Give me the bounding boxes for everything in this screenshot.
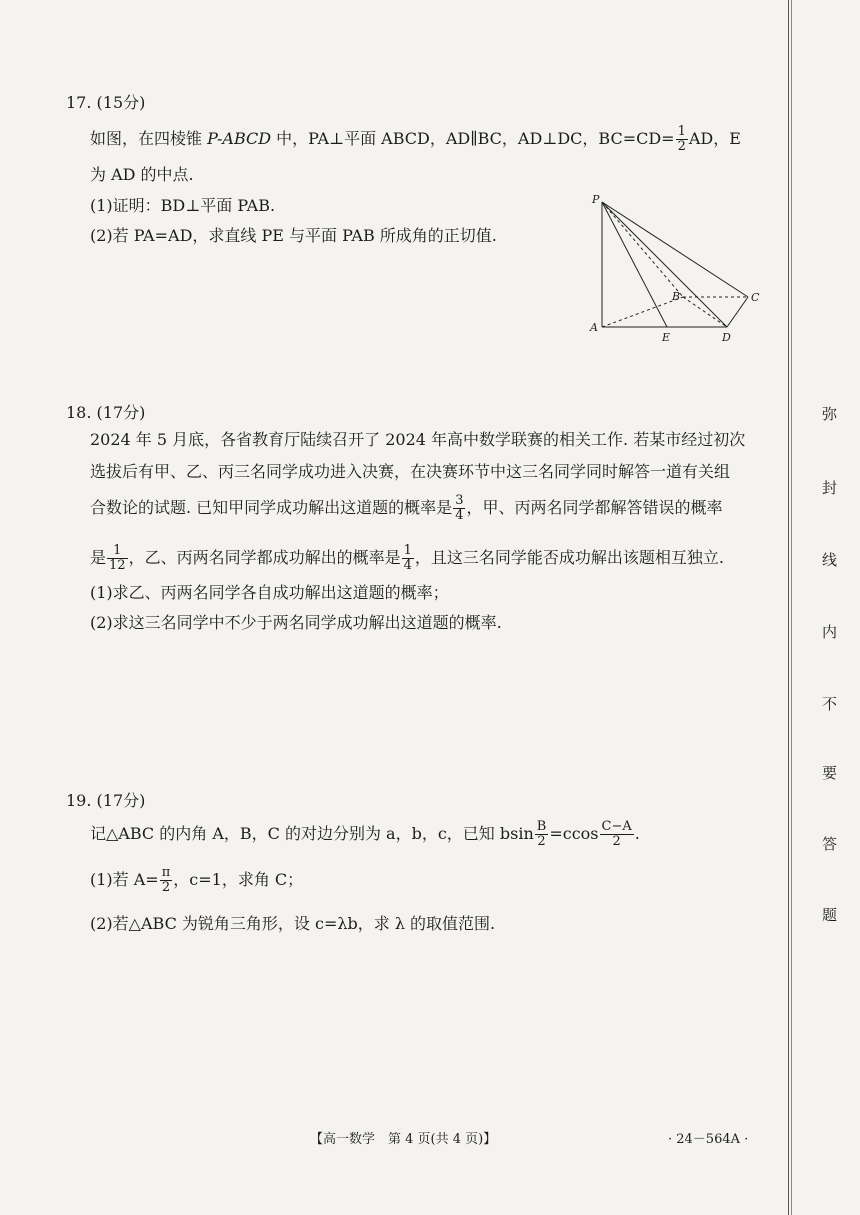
label-P: P [592, 193, 600, 206]
seal-char-2: 封 [822, 479, 838, 497]
q19-frac-2-num: C−A [601, 819, 632, 834]
seal-char-5: 不 [822, 695, 838, 713]
q18-frac-3 [402, 544, 414, 573]
edge-PD [602, 202, 727, 327]
q17-part-1: (1)证明：BD⊥平面 PAB. [90, 196, 276, 215]
q19-number: 19. (17分) [66, 791, 146, 810]
edge-AB [602, 297, 683, 327]
q18-text-3a: 合数论的试题. 已知甲同学成功解出这道题的概率是 [90, 498, 453, 517]
seal-char-7: 答 [822, 835, 838, 853]
q18-line-1: 2024 年 5 月底，各省教育厅陆续召开了 2024 年高中数学联赛的相关工作. 若某市经过初次 [90, 430, 746, 449]
q17-text-a: 如图，在四棱锥 [90, 129, 208, 148]
q18-frac-2-den: 12 [109, 558, 126, 573]
q19-frac-1 [535, 820, 549, 849]
edge-PC [602, 202, 748, 297]
label-B: B [672, 290, 681, 303]
q18-number: 18. (17分) [66, 403, 146, 422]
q19-text-p1a: (1)若 A= [90, 870, 159, 889]
edge-PB [602, 202, 683, 297]
q19-frac-1-den: 2 [537, 834, 546, 849]
q18-frac-1-num: 3 [455, 493, 464, 508]
q19-frac-1-num: B [536, 819, 547, 834]
label-E: E [662, 331, 671, 344]
q18-frac-3-num: 1 [403, 543, 412, 558]
edge-BD [683, 297, 727, 327]
q18-line-2: 选拔后有甲、乙、丙三名同学成功进入决赛，在决赛环节中这三名同学同时解答一道有关组 [90, 462, 731, 481]
seal-line-inner [791, 0, 792, 1215]
q19-part-1 [90, 866, 303, 895]
seal-char-3: 线 [822, 551, 838, 569]
label-C: C [751, 291, 760, 304]
q17-fraction [676, 125, 688, 154]
q18-text-4a: 是 [90, 548, 107, 567]
q19-line-1 [90, 820, 640, 849]
q18-frac-1-den: 4 [455, 508, 464, 523]
seal-char-1: 弥 [822, 405, 838, 423]
q18-frac-2 [107, 544, 128, 573]
seal-char-8: 题 [822, 906, 838, 924]
seal-char-4: 内 [822, 623, 838, 641]
q17-frac-num: 1 [677, 124, 686, 139]
q17-part-2: (2)若 PA=AD，求直线 PE 与平面 PAB 所成角的正切值. [90, 226, 497, 245]
q17-text-b: P-ABCD [207, 129, 272, 148]
q18-line-4 [90, 544, 724, 573]
q18-frac-3-den: 4 [403, 558, 412, 573]
q18-line-3 [90, 494, 722, 523]
q18-part-1: (1)求乙、丙两名同学各自成功解出这道题的概率； [90, 583, 449, 602]
q17-text-d: AD，E [688, 129, 741, 148]
q19-frac-2-den: 2 [612, 834, 621, 849]
seal-char-6: 要 [822, 764, 838, 782]
q18-frac-1 [453, 494, 465, 523]
q19-frac-3 [160, 866, 173, 895]
q19-text-1b: =ccos [549, 824, 599, 843]
q19-frac-3-den: 2 [161, 880, 171, 895]
footer-code: · 24－564A · [668, 1132, 749, 1147]
q18-part-2: (2)求这三名同学中不少于两名同学成功解出这道题的概率. [90, 613, 502, 632]
q19-text-1a: 记△ABC 的内角 A，B，C 的对边分别为 a，b，c，已知 bsin [90, 824, 534, 843]
label-A: A [590, 321, 598, 334]
q17-line-2: 为 AD 的中点. [90, 165, 194, 184]
q18-text-4c: ，且这三名同学能否成功解出该题相互独立. [414, 548, 724, 567]
q18-text-4b: ，乙、丙两名同学都成功解出的概率是 [128, 548, 401, 567]
q19-text-1c: . [634, 824, 640, 843]
edge-DC [727, 297, 748, 327]
q17-text-c: 中，PA⊥平面 ABCD，AD∥BC，AD⊥DC，BC=CD= [271, 129, 675, 148]
pyramid-figure [580, 190, 770, 350]
footer-page-info: 【高一数学 第 4 页(共 4 页)】 [310, 1132, 497, 1147]
q19-frac-3-num: π [161, 865, 171, 880]
q18-frac-2-num: 1 [107, 544, 128, 559]
q18-text-3b: ，甲、丙两名同学都解答错误的概率 [466, 498, 723, 517]
q19-part-2: (2)若△ABC 为锐角三角形，设 c=λb，求 λ 的取值范围. [90, 914, 496, 933]
seal-line-outer [788, 0, 789, 1215]
q17-frac-den: 2 [677, 139, 686, 154]
q17-number: 17. (15分) [66, 93, 146, 112]
label-D: D [722, 331, 731, 344]
q17-line-1 [90, 125, 741, 154]
q19-text-p1b: ，c=1，求角 C； [173, 870, 304, 889]
q19-frac-2 [600, 820, 634, 849]
edge-PE [602, 202, 667, 327]
